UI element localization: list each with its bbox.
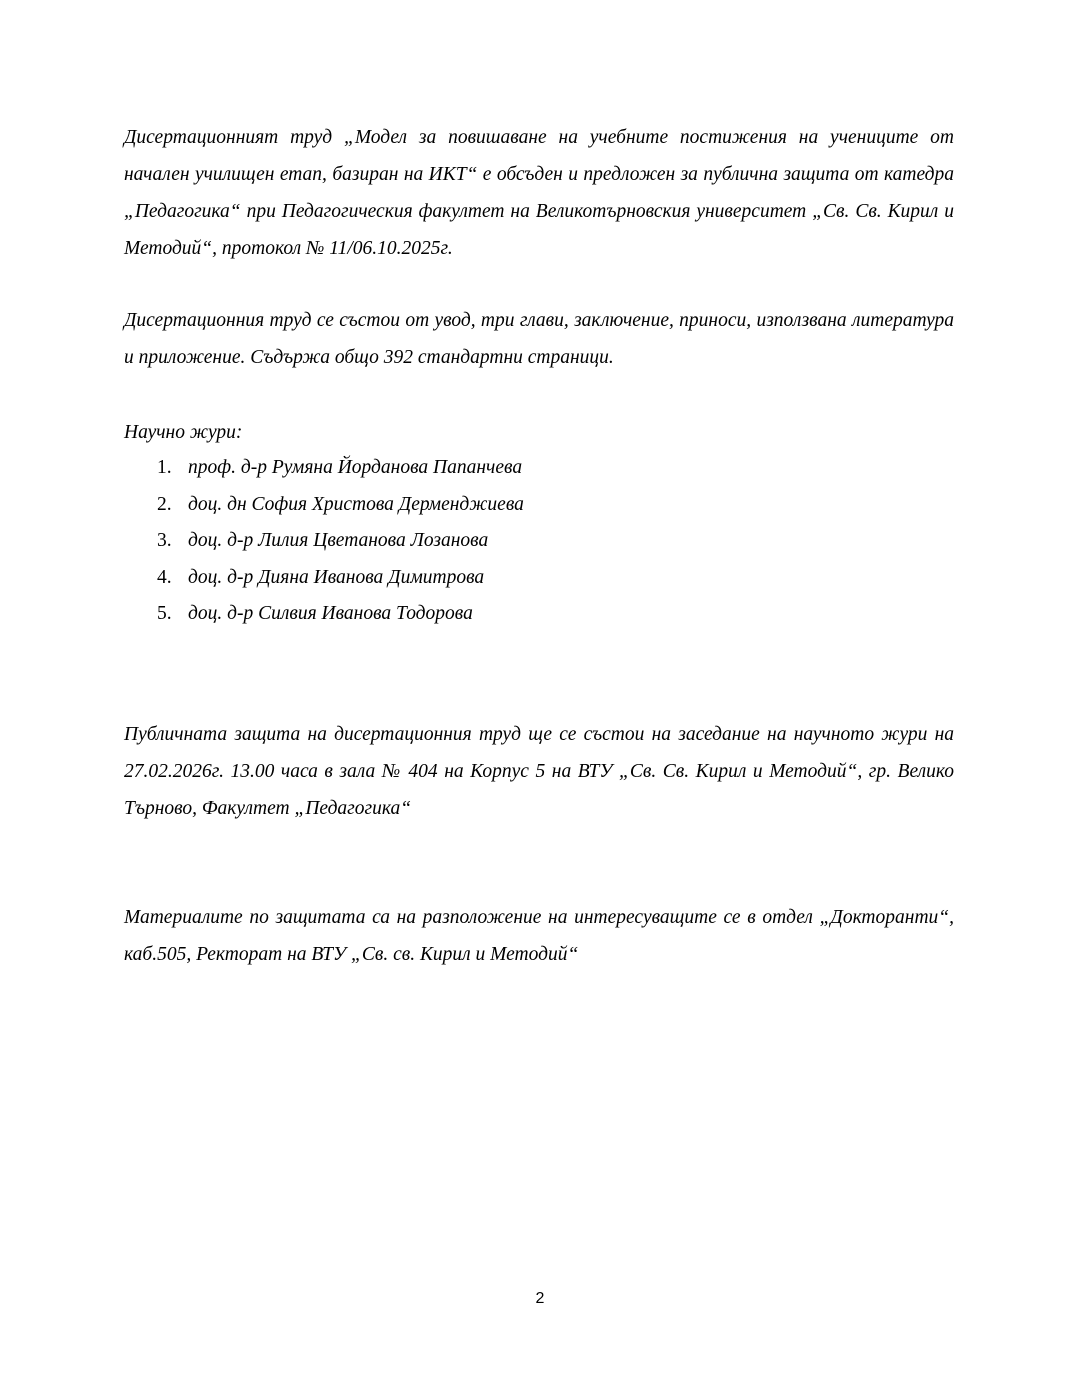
paragraph-materials-availability: Материалите по защитата са на разположение на интересуващите се в отдел „Докторанти“, каб.505, Ректорат на ВТУ „Св. св. Кирил и Методий“ [124,907,954,965]
jury-member-name: доц. д-р Дияна Иванова Димитрова [188,566,485,588]
jury-member-number: 1. [157,457,172,478]
jury-member-number: 2. [157,493,172,515]
jury-member-name: проф. д-р Румяна Йорданова Папанчева [188,457,523,478]
jury-member [124,596,824,633]
jury-member [124,560,824,597]
jury-heading: Научно жури: [124,422,243,443]
jury-member-name: доц. д-р Лилия Цветанова Лозанова [188,530,489,551]
jury-member-number: 3. [157,530,172,551]
jury-member [124,523,824,560]
jury-member-name: доц. дн София Христова Дерменджиева [188,493,524,515]
jury-list [124,450,824,633]
paragraph-dissertation-structure: Дисертационния труд се състои от увод, три глави, заключение, приноси, използвана литература и приложение. Съдържа общо 392 стандартни страници. [124,310,954,368]
jury-member-number: 5. [157,603,172,624]
paragraph-public-defense: Публичната защита на дисертационния труд ще се състои на заседание на научното жури на 27.02.2026г. 13.00 часа в зала № 404 на Корпус 5 на ВТУ „Св. Св. Кирил и Методий“, гр. Велико Търново, Факултет „Педагогика“ [124,724,954,819]
jury-member [124,487,824,524]
page-number: 2 [535,1290,545,1307]
jury-member-number: 4. [157,566,172,588]
jury-member [124,450,824,487]
jury-member-name: доц. д-р Силвия Иванова Тодорова [188,603,473,624]
paragraph-dissertation-approval: Дисертационният труд „Модел за повишаване на учебните постижения на учениците от начален училищен етап, базиран на ИКТ“ е обсъден и предложен за публична защита от катедра „Педагогика“ при Педагогическия факултет на Великотърновския университет „Св. Св. Кирил и Методий“, протокол № 11/06.10.2025г. [124,127,954,259]
